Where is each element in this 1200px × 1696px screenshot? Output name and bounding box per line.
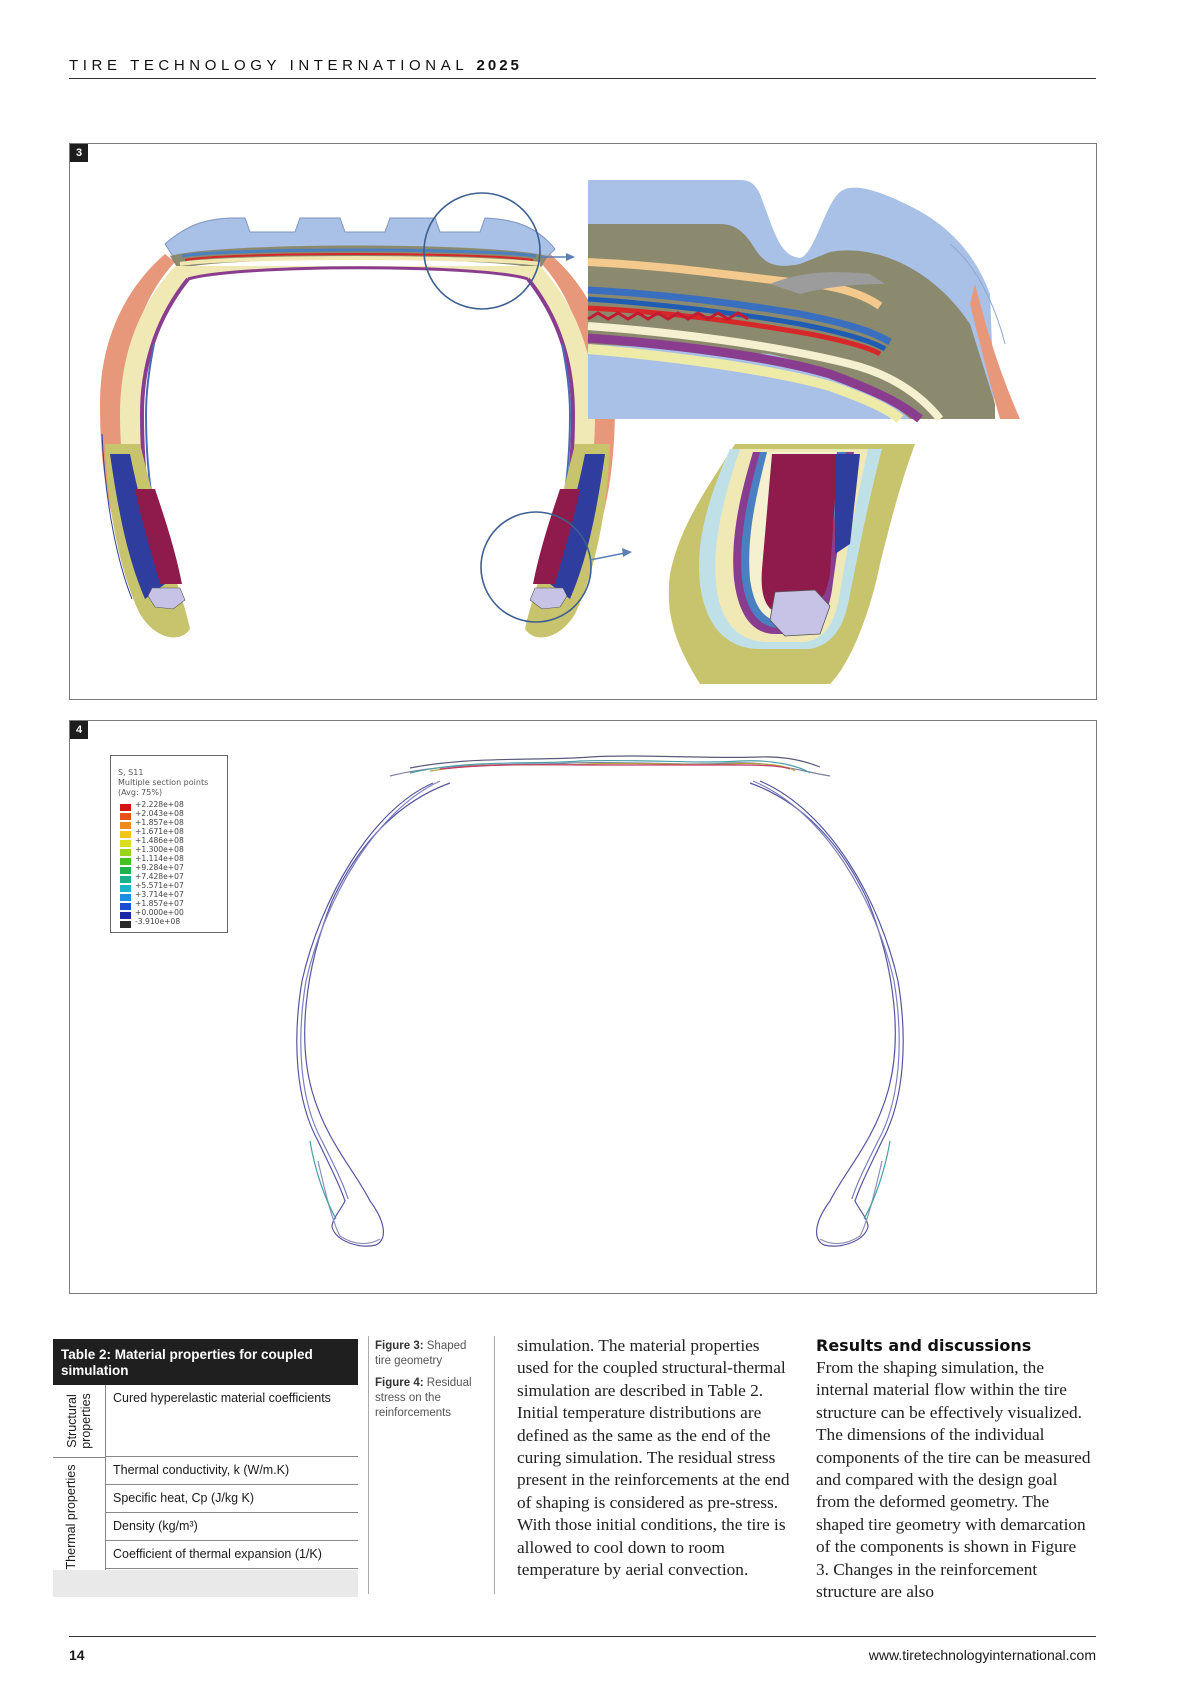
legend-swatch	[120, 840, 131, 847]
table-row: Thermal conductivity, k (W/m.K)	[105, 1457, 358, 1485]
bead-zoom-detail	[669, 444, 915, 684]
tire-cross-section	[100, 218, 615, 637]
table-2-footer	[53, 1570, 358, 1597]
legend-swatch	[120, 858, 131, 865]
table-row: Coefficient of thermal expansion (1/K)	[105, 1541, 358, 1569]
legend-value: +7.428e+07	[135, 872, 184, 881]
caption-figure-3: Figure 3: Shaped tire geometry	[375, 1340, 467, 1367]
reinforcement-contour	[297, 756, 903, 1246]
legend-value: +1.671e+08	[135, 827, 184, 836]
legend-swatch	[120, 822, 131, 829]
legend-swatch	[120, 903, 131, 910]
figure-3-illustration	[70, 144, 1096, 699]
section-heading: Results and discussions	[816, 1336, 1032, 1355]
legend-swatch	[120, 804, 131, 811]
group-structural-label: Structural properties	[65, 1393, 93, 1449]
legend-value: +1.486e+08	[135, 836, 184, 845]
legend-swatch	[120, 876, 131, 883]
legend-swatch	[120, 813, 131, 820]
legend-value: +2.043e+08	[135, 809, 184, 818]
legend-value: +3.714e+07	[135, 890, 184, 899]
body-column-2	[816, 1335, 1091, 1603]
page-number: 14	[69, 1647, 85, 1663]
legend-value: +0.000e+00	[135, 908, 184, 917]
legend-value: +1.300e+08	[135, 845, 184, 854]
legend-swatch	[120, 849, 131, 856]
running-header	[69, 57, 522, 74]
shoulder-zoom-detail	[588, 180, 1020, 419]
figure-3-number: 3	[70, 144, 88, 162]
legend-swatch	[120, 831, 131, 838]
column-divider	[368, 1336, 369, 1594]
legend-value: +1.114e+08	[135, 854, 184, 863]
header-year: 2025	[476, 57, 522, 74]
caption-figure-4: Figure 4: Residual stress on the reinforcements	[375, 1377, 472, 1419]
legend-swatch	[120, 912, 131, 919]
table-row: Cured hyperelastic material coefficients	[105, 1385, 358, 1457]
legend-value: +1.857e+07	[135, 899, 184, 908]
legend-swatch	[120, 894, 131, 901]
table-row: Density (kg/m³)	[105, 1513, 358, 1541]
table-row: Specific heat, Cp (J/kg K)	[105, 1485, 358, 1513]
legend-value: +1.857e+08	[135, 818, 184, 827]
body-column-1	[517, 1335, 792, 1581]
stress-legend	[110, 755, 228, 933]
figure-4-number: 4	[70, 721, 88, 739]
legend-value: +2.228e+08	[135, 800, 184, 809]
legend-swatch	[120, 885, 131, 892]
table-2-title: Table 2: Material properties for coupled simulation	[53, 1339, 358, 1385]
figure-3-shaped-tire	[69, 143, 1097, 700]
group-structural	[53, 1385, 106, 1458]
legend-value: -3.910e+08	[135, 917, 181, 926]
legend-swatch	[120, 921, 131, 928]
footer-rule	[69, 1636, 1096, 1637]
body-paragraph-2: From the shaping simulation, the internal material flow within the tire structure can be effectively visualized. The dimensions of the individual components of the tire can be measured and compared with the design goal from the deformed geometry. The shaped tire geometry with demarcation of the components is shown in Figure 3. Changes in the reinforcement structure are also	[816, 1358, 1091, 1602]
legend-swatch	[120, 867, 131, 874]
group-thermal-label: Thermal properties	[64, 1464, 78, 1570]
group-thermal	[53, 1457, 106, 1577]
column-divider	[494, 1336, 495, 1594]
footer-url: www.tiretechnologyinternational.com	[868, 1647, 1096, 1663]
legend-value: +9.284e+07	[135, 863, 184, 872]
header-title-text: TIRE TECHNOLOGY INTERNATIONAL	[69, 57, 468, 74]
table-2-material-properties	[53, 1339, 358, 1596]
body-paragraph-1: simulation. The material properties used for the coupled structural-thermal simulation are described in Table 2. Initial temperature distributions are defined as the same as the end of the curing simulation. The residual stress present in the reinforcements at the end of shaping is considered as pre-stress. With those initial conditions, the tire is allowed to cool down to room temperature by aerial convection.	[517, 1336, 790, 1580]
figure-captions	[375, 1339, 485, 1428]
legend-title-2: Multiple section points	[118, 778, 209, 787]
legend-title-3: (Avg: 75%)	[118, 788, 163, 797]
legend-title-1: S, S11	[118, 768, 144, 777]
legend-value: +5.571e+07	[135, 881, 184, 890]
header-rule	[69, 78, 1096, 79]
